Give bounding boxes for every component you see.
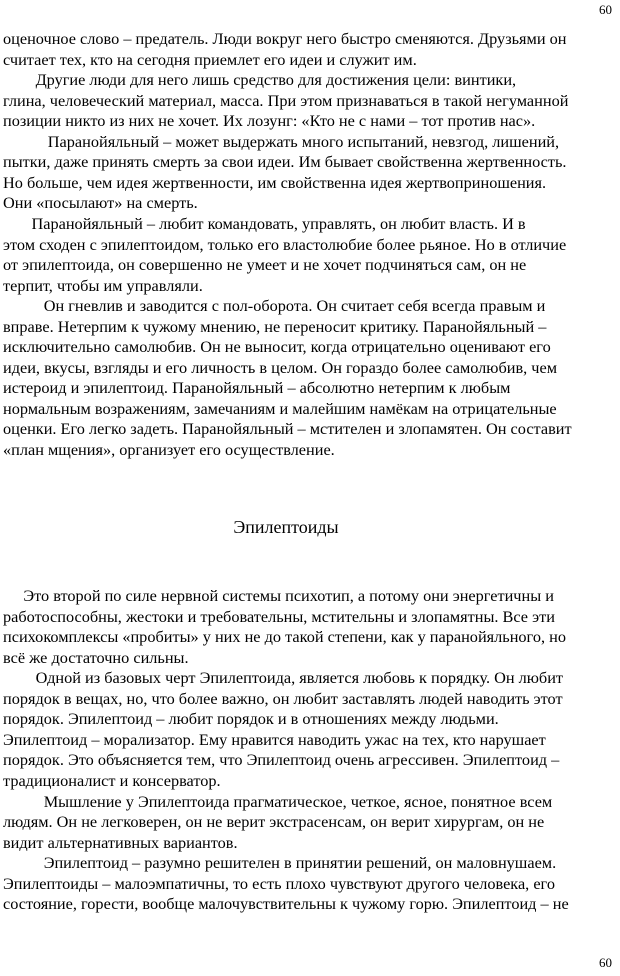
- text-line: идеи, вкусы, взгляды и его личность в целом. Он гораздо более самолюбив, чем: [3, 357, 557, 377]
- section-heading: Эпилептоиды: [233, 517, 339, 537]
- text-line: считает тех, кто на сегодня приемлет его идеи и служит им.: [3, 49, 417, 69]
- text-line: Он гневлив и заводится с пол-оборота. Он считает себя всегда правым и: [3, 296, 546, 316]
- text-line: терпит, чтобы им управляли.: [3, 275, 203, 295]
- text-line: видит альтернативных вариантов.: [3, 832, 238, 852]
- text-line: Эпилептоид – морализатор. Ему нравится наводить ужас на тех, кто нарушает: [3, 729, 546, 749]
- text-line: Мышление у Эпилептоида прагматическое, четкое, ясное, понятное всем: [3, 791, 553, 811]
- text-line: позиции никто из них не хочет. Их лозунг: «Кто не с нами – тот против нас».: [3, 111, 536, 131]
- text-line: от эпилептоида, он совершенно не умеет и не хочет подчиняться сам, он не: [3, 255, 527, 275]
- text-line: Но больше, чем идея жертвенности, им свойственна идея жертвоприношения.: [3, 172, 547, 192]
- text-line: порядок. Это объясняется тем, что Эпилептоид очень агрессивен. Эпилептоид –: [3, 750, 560, 770]
- text-line: Это второй по силе нервной системы психотип, а потому они энергетичны и: [3, 586, 554, 605]
- text-line: «план мщения», организует его осуществление.: [3, 440, 335, 459]
- text-line: Одной из базовых черт Эпилептоида, является любовь к порядку. Он любит: [3, 668, 564, 688]
- text-line: этом сходен с эпилептоидом, только его властолюбие более рьяное. Но в отличие: [3, 234, 567, 254]
- text-line: истероид и эпилептоид. Паранойяльный – абсолютно нетерпим к любым: [3, 378, 511, 398]
- text-line: глина, человеческий материал, масса. При этом признаваться в такой негуманной: [3, 90, 569, 110]
- text-line: всё же достаточно сильны.: [3, 647, 189, 667]
- text-line: состояние, горести, вообще малочувствительны к чужому горю. Эпилептоид – не: [3, 894, 569, 914]
- text-line: вправе. Нетерпим к чужому мнению, не переносит критику. Паранойяльный –: [3, 316, 547, 336]
- text-line: Другие люди для него лишь средство для достижения цели: винтики,: [3, 70, 517, 90]
- text-line: работоспособны, жестоки и требовательны, мстительны и злопамятны. Все эти: [3, 606, 555, 626]
- text-line: пытки, даже принять смерть за свои идеи. Им бывает свойственна жертвенность.: [3, 152, 567, 172]
- text-line: Паранойяльный – любит командовать, управлять, он любит власть. И в: [3, 213, 526, 233]
- text-line: Эпилептоиды – малоэмпатичны, то есть плохо чувствуют другого человека, его: [3, 873, 555, 893]
- text-line: нормальным возражениям, замечаниям и малейшим намёкам на отрицательные: [3, 398, 557, 418]
- page-number-bottom: 60: [599, 955, 612, 970]
- text-line: оценочное слово – предатель. Люди вокруг него быстро сменяются. Друзьями он: [3, 29, 567, 48]
- text-line: психокомплексы «пробиты» у них не до такой степени, как у паранойяльного, но: [3, 627, 566, 647]
- text-line: людям. Он не легковерен, он не верит экстрасенсам, он верит хирургам, он не: [3, 812, 545, 832]
- text-line: оценки. Его легко задеть. Паранойяльный – мстителен и злопамятен. Он составит: [3, 419, 572, 439]
- page-number-top: 60: [599, 2, 612, 17]
- text-line: традиционалист и консерватор.: [3, 770, 221, 790]
- text-line: исключительно самолюбив. Он не выносит, когда отрицательно оценивают его: [3, 337, 551, 357]
- text-line: Эпилептоид – разумно решителен в принятии решений, он маловнушаем.: [3, 853, 557, 873]
- text-line: Паранойяльный – может выдержать много испытаний, невзгод, лишений,: [3, 131, 560, 151]
- text-line: порядок. Эпилептоид – любит порядок и в отношениях между людьми.: [3, 709, 499, 729]
- text-line: Они «посылают» на смерть.: [3, 193, 198, 213]
- text-line: порядок в вещах, но, что более важно, он любит заставлять людей наводить этот: [3, 688, 563, 708]
